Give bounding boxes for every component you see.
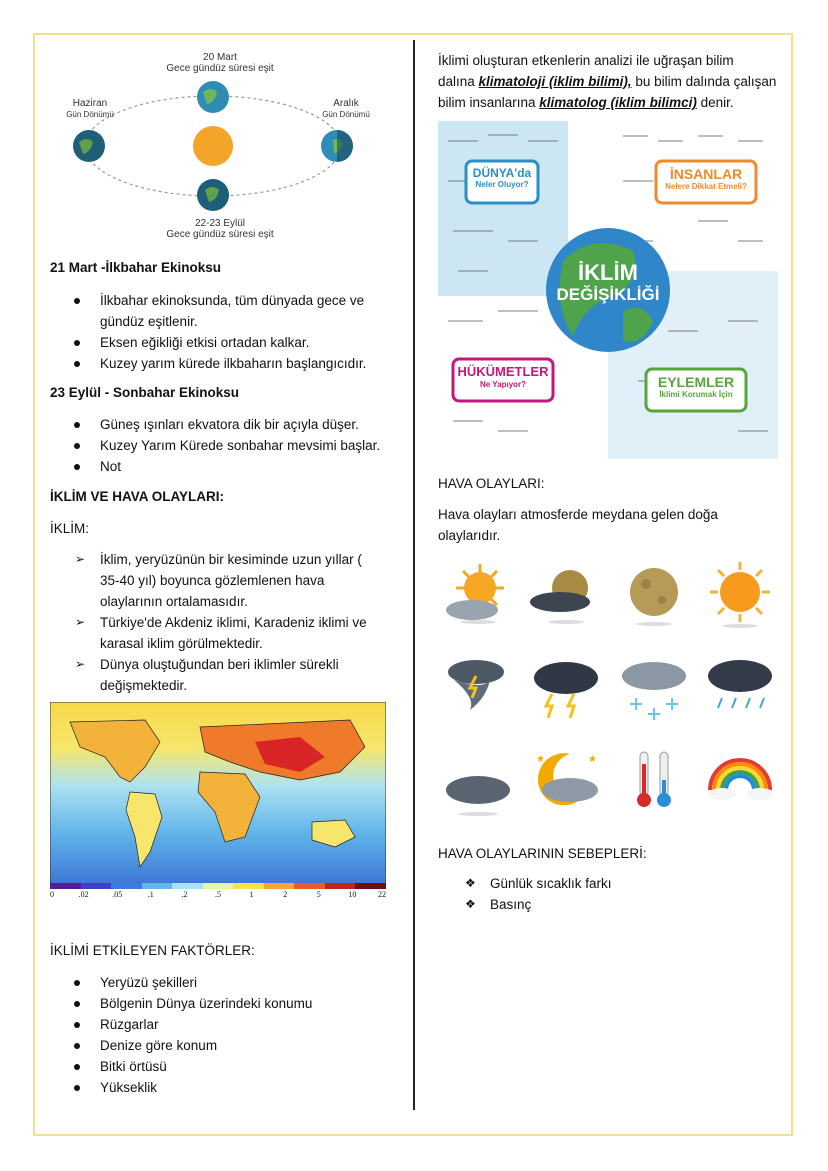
column-divider	[413, 40, 415, 1110]
list-item: Yükseklik	[100, 1077, 400, 1098]
scale-label: .5	[215, 890, 221, 899]
thermometer-icon	[618, 746, 690, 818]
scale-label: 1	[249, 890, 254, 899]
term-klimatoloji: klimatoloji (iklim bilimi),	[478, 74, 632, 89]
climate-sub: İKLİM:	[50, 521, 90, 536]
orbit-left-sub: Gün Dönümü	[66, 110, 114, 119]
scale-swatch	[81, 883, 112, 889]
rain-icon	[704, 654, 776, 726]
scale-swatch	[264, 883, 295, 889]
list-item: Yeryüzü şekilleri	[100, 972, 400, 993]
rainbow-icon	[704, 746, 776, 818]
poster-hukumetler-title: HÜKÜMETLER	[457, 364, 549, 379]
list-item: ❖ Günlük sıcaklık farkı	[465, 876, 612, 891]
poster-title-line-2: DEĞİŞİKLİĞİ	[556, 285, 660, 304]
snow-icon	[618, 654, 690, 726]
autumn-heading: 23 Eylül - Sonbahar Ekinoksu	[50, 385, 240, 400]
earth-left-icon	[73, 130, 105, 162]
causes-heading: HAVA OLAYLARININ SEBEPLERİ:	[438, 846, 647, 861]
night-crescent-icon	[530, 746, 602, 818]
list-item: Eksen eğikliği etkisi ortadan kalkar.	[100, 332, 400, 353]
climate-change-poster	[438, 121, 778, 459]
climate-heatmap	[50, 702, 386, 902]
color-scale-bar	[50, 883, 386, 889]
full-moon-icon	[618, 560, 690, 632]
scale-label: .2	[181, 890, 188, 899]
earth-top-icon	[197, 81, 229, 113]
scale-swatch	[355, 883, 386, 889]
earth-orbit-diagram	[55, 48, 385, 248]
list-item: olaylarının ortalamasıdır.	[100, 594, 248, 609]
intro-line-1: İklimi oluşturan etkenlerin analizi ile uğraşan bilim	[438, 53, 734, 68]
scale-label: 10	[348, 890, 357, 899]
poster-insanlar-title: İNSANLAR	[669, 166, 743, 182]
list-item: Bitki örtüsü	[100, 1056, 400, 1077]
list-item: karasal iklim görülmektedir.	[100, 636, 263, 651]
scale-swatch	[172, 883, 203, 889]
scale-swatch	[325, 883, 356, 889]
scale-label: 2	[283, 890, 288, 899]
orbit-left-title: Haziran	[72, 98, 108, 109]
list-item: Güneş ışınları ekvatora dik bir açıyla düşer.	[100, 414, 400, 435]
svg-text:★: ★	[588, 754, 597, 765]
scale-label: .1	[147, 890, 154, 899]
partly-sunny-icon	[442, 560, 514, 632]
list-item: Denize göre konum	[100, 1035, 400, 1056]
orbit-right-sub: Gün Dönümü	[322, 110, 370, 119]
list-item: Kuzey Yarım Kürede sonbahar mevsimi başlar.	[100, 435, 400, 456]
factors-heading: İKLİMİ ETKİLEYEN FAKTÖRLER:	[50, 943, 255, 958]
autumn-list	[100, 414, 400, 477]
scale-swatch	[203, 883, 234, 889]
list-item: Rüzgarlar	[100, 1014, 400, 1035]
factors-list	[100, 972, 400, 1098]
list-item: İlkbahar ekinoksunda, tüm dünyada gece ve	[100, 290, 400, 311]
earth-bottom-icon	[197, 179, 229, 211]
climate-heading: İKLİM VE HAVA OLAYLARI:	[50, 489, 225, 504]
scale-swatch	[294, 883, 325, 889]
list-item: Not	[100, 456, 400, 477]
list-item: Bölgenin Dünya üzerindeki konumu	[100, 993, 400, 1014]
poster-hukumetler-sub: Ne Yapıyor?	[479, 380, 527, 389]
term-klimatolog: klimatolog (iklim bilimci)	[539, 95, 697, 110]
spring-list	[100, 290, 400, 374]
causes-list	[465, 873, 770, 915]
thunderstorm-icon	[530, 654, 602, 726]
weather-description	[438, 504, 783, 546]
sun-icon	[704, 560, 776, 632]
orbit-bottom-title: 22-23 Eylül	[194, 218, 246, 229]
list-item: değişmektedir.	[100, 678, 188, 693]
cloud-icon	[442, 756, 514, 828]
scale-label: .05	[112, 890, 123, 899]
tornado-icon	[442, 654, 514, 726]
moon-cloud-icon	[530, 560, 602, 632]
list-item: gündüz eşitlenir.	[100, 314, 198, 329]
scale-label: 5	[316, 890, 321, 899]
scale-swatch	[50, 883, 81, 889]
orbit-top-sub: Gece gündüz süresi eşit	[166, 63, 274, 74]
scale-label: 0	[50, 890, 54, 899]
orbit-top-title: 20 Mart	[203, 52, 237, 63]
intro-line-2: dalına klimatoloji (iklim bilimi), bu bilim dalında çalışan	[438, 74, 777, 89]
scale-label: .02	[78, 890, 89, 899]
poster-insanlar-sub: Nelere Dikkat Etmeli?	[665, 182, 747, 191]
poster-eylemler-sub: İklimi Korumak İçin	[659, 390, 733, 399]
poster-title-line-1: İKLİM	[578, 260, 638, 285]
weather-line-1: Hava olayları atmosferde meydana gelen doğa	[438, 507, 718, 522]
weather-line-2: olaylarıdır.	[438, 528, 501, 543]
scale-swatch	[111, 883, 142, 889]
climate-list	[75, 549, 400, 696]
list-item: ➢ Türkiye'de Akdeniz iklimi, Karadeniz iklimi ve	[75, 615, 367, 630]
weather-heading: HAVA OLAYLARI:	[438, 476, 545, 491]
earth-right-icon	[321, 130, 353, 162]
spring-heading: 21 Mart -İlkbahar Ekinoksu	[50, 260, 222, 275]
list-item: ➢ İklim, yeryüzünün bir kesiminde uzun yıllar (	[75, 552, 362, 567]
list-item: ➢ Dünya oluştuğundan beri iklimler sürekli	[75, 657, 339, 672]
scale-swatch	[142, 883, 173, 889]
weather-icons-grid	[440, 560, 780, 830]
poster-dunya-sub: Neler Oluyor?	[475, 180, 529, 189]
color-scale-labels	[50, 890, 386, 900]
list-item: 35-40 yıl) boyunca gözlemlenen hava	[100, 573, 325, 588]
scale-label: 22	[378, 890, 386, 899]
orbit-bottom-sub: Gece gündüz süresi eşit	[166, 229, 274, 240]
orbit-right-title: Aralık	[333, 98, 359, 109]
list-item: Kuzey yarım kürede ilkbaharın başlangıcıdır.	[100, 353, 400, 374]
list-item: ❖ Basınç	[465, 897, 532, 912]
intro-line-3: bilim insanlarına klimatolog (iklim bilimci) denir.	[438, 95, 734, 110]
intro-paragraph	[438, 50, 783, 113]
poster-dunya-title: DÜNYA'da	[472, 166, 532, 180]
poster-eylemler-title: EYLEMLER	[657, 374, 735, 390]
scale-swatch	[233, 883, 264, 889]
svg-text:★: ★	[536, 754, 545, 765]
